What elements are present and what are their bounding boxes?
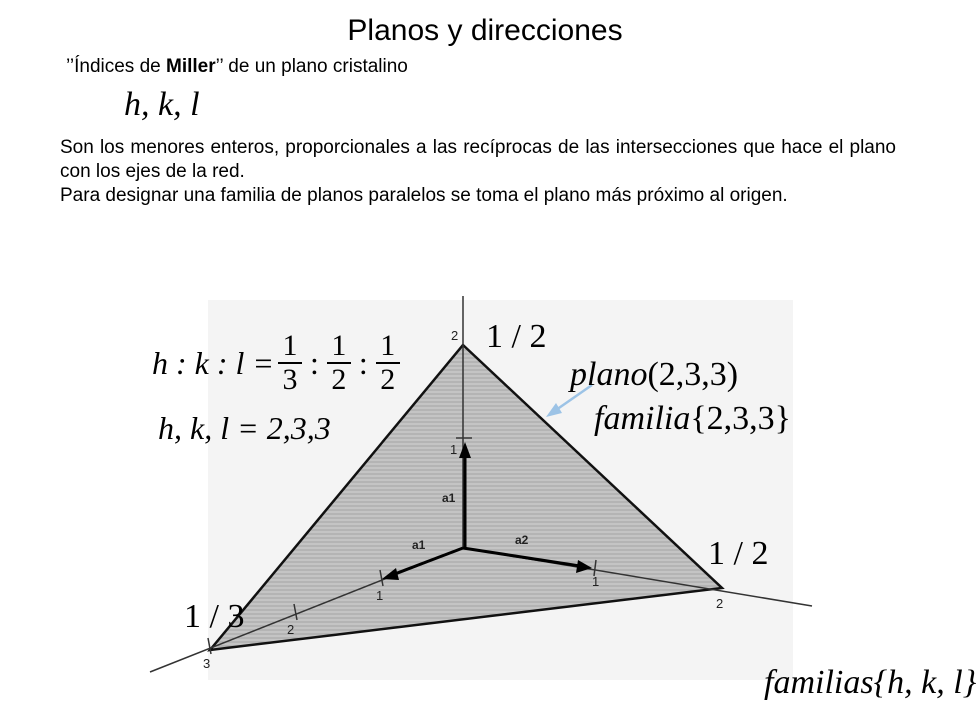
vector-label-a2: a2: [515, 533, 529, 547]
ratio-sep-2: :: [358, 344, 368, 381]
familias-label: [764, 664, 976, 702]
fraction-3-num: 1: [380, 329, 396, 362]
plano-value: (2,3,3): [647, 356, 739, 393]
intercept-top: 1 / 2: [486, 318, 547, 355]
subtitle-bold-miller: Miller: [166, 56, 216, 77]
tick-label-z-1: 1: [450, 442, 458, 457]
subtitle-rest: ’’ de un plano cristalino: [215, 56, 408, 77]
definition-line-2: Para designar una familia de planos paralelos se toma el plano más próximo al origen.: [60, 185, 788, 206]
hkl-equation: h, k, l = 2,3,3: [158, 410, 331, 446]
tick-label-x-2: 2: [287, 622, 295, 637]
definition-line-1: Son los menores enteros, proporcionales a las recíprocas de las intersecciones que hace el plano con los ejes de la red.: [60, 137, 896, 182]
fraction-1-den: 3: [282, 363, 298, 396]
fraction-2: [327, 330, 351, 396]
tick-label-y-1: 1: [592, 574, 600, 589]
familia-value: {2,3,3}: [690, 400, 791, 437]
hkl-heading: h, k, l: [124, 86, 200, 123]
fraction-2-den: 2: [331, 363, 347, 396]
vector-label-a1-x: a1: [412, 538, 426, 552]
fraction-2-num: 1: [331, 329, 347, 362]
familias-word: familias: [764, 664, 874, 701]
ratio-lhs: h : k : l =: [152, 344, 274, 381]
intercept-left: 1 / 3: [184, 598, 245, 635]
plano-label: [570, 356, 738, 394]
ratio-equation: [152, 330, 404, 396]
familia-label: [594, 400, 791, 438]
tick-label-z-2: 2: [451, 328, 459, 343]
tick-label-x-1: 1: [376, 588, 384, 603]
fraction-3-den: 2: [380, 363, 396, 396]
ratio-sep-1: :: [310, 344, 319, 381]
intercept-right: 1 / 2: [708, 535, 769, 572]
fraction-1-num: 1: [282, 329, 298, 362]
fraction-3: [376, 330, 400, 396]
tick-label-y-2: 2: [716, 596, 724, 611]
plano-word: plano: [570, 356, 648, 393]
vector-label-a1-z: a1: [442, 491, 456, 505]
tick-label-x-3: 3: [203, 656, 211, 671]
familia-word: familia: [594, 400, 691, 437]
fraction-1: [278, 330, 302, 396]
familias-value: {h, k, l}: [873, 664, 976, 701]
page-title: Planos y direcciones: [347, 14, 623, 47]
subtitle-quote-open: ’’Índices de: [66, 56, 166, 77]
